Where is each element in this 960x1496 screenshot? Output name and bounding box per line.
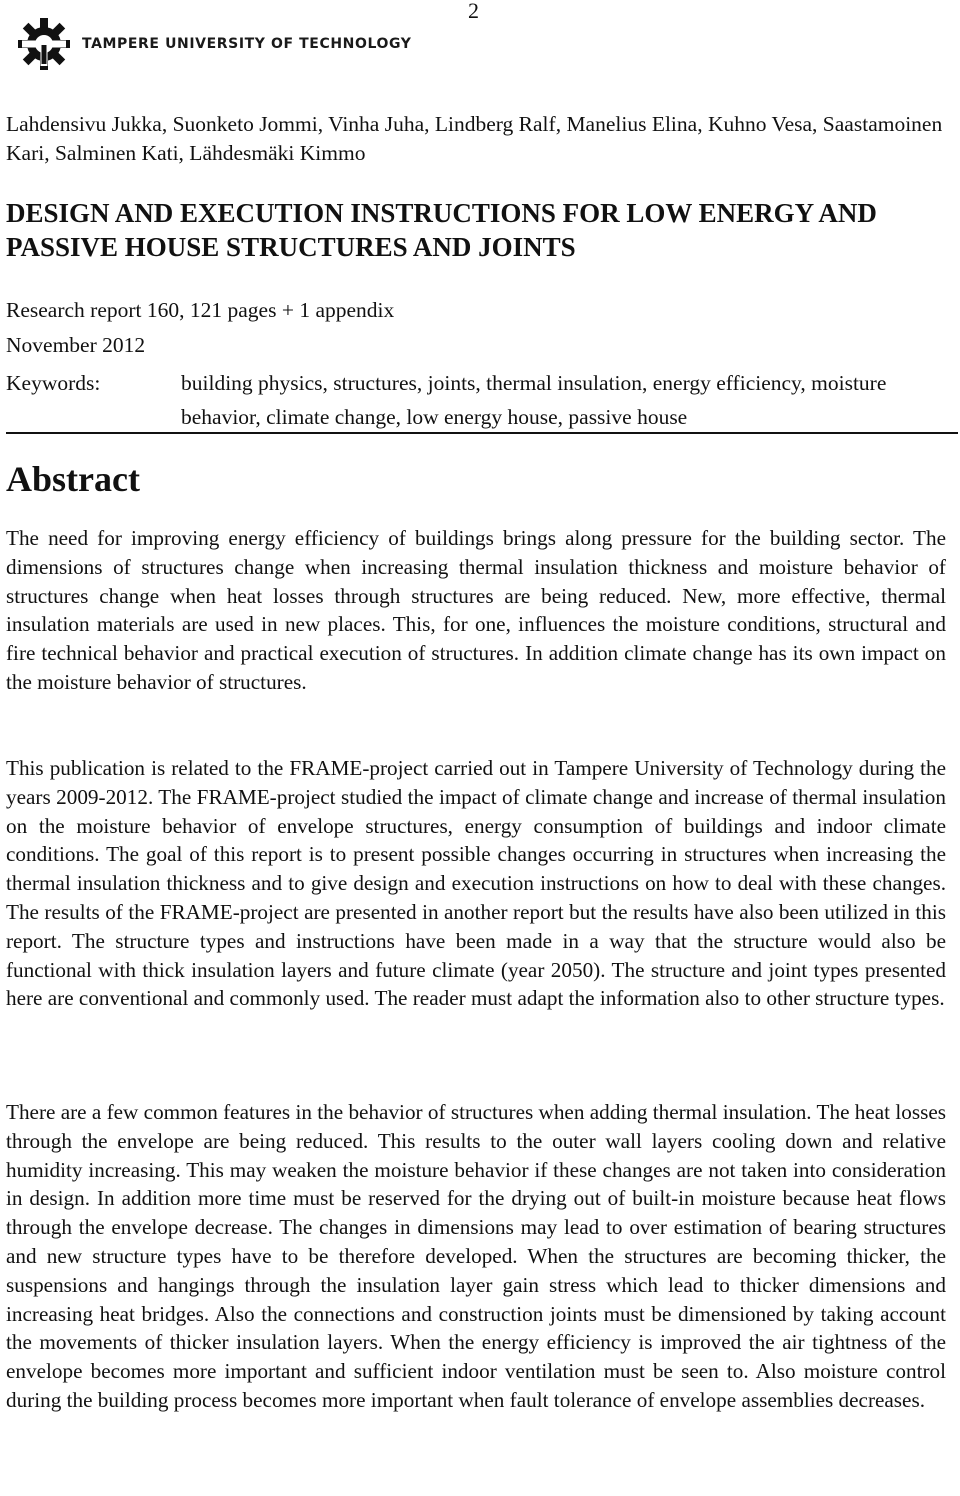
gear-cog-icon [16, 16, 72, 72]
keywords-values: building physics, structures, joints, thermal insulation, energy efficiency, moisture behavior, climate change, low energy house, passive house [181, 371, 887, 429]
keywords-label: Keywords: [6, 371, 101, 395]
publication-date: November 2012 [6, 333, 146, 357]
report-info: Research report 160, 121 pages + 1 appendix [6, 298, 395, 322]
abstract-heading: Abstract [6, 459, 140, 499]
report-title: DESIGN AND EXECUTION INSTRUCTIONS FOR LOW ENERGY AND PASSIVE HOUSE STRUCTURES AND JOINTS [6, 198, 877, 262]
university-logo [16, 16, 412, 72]
abstract-paragraph: There are a few common features in the behavior of structures when adding thermal insulation. The heat losses through the envelope are being reduced. This results to the outer wall layers cooling down and relative humidity increasing. This may weaken the moisture behavior if these changes are not taken into consideration in design. In addition more time must be reserved for the drying out of built-in moisture because heat flows through the envelope decrease. The changes in dimensions may lead to over estimation of bearing structures and new structure types have to be therefore developed. When the structures are becoming thicker, the suspensions and hangings through the insulation layer gain stress which lead to thicker dimensions and increasing heat bridges. Also the connections and construction joints must be dimensioned by taking account the movements of thicker insulation layers. When the energy efficiency is improved the air tightness of the envelope becomes more important and sufficient indoor ventilation must be seen to. Also moisture control during the building process becomes more important when fault tolerance of envelope assemblies decreases. [6, 1100, 946, 1412]
page-number: 2 [468, 0, 479, 23]
university-name: TAMPERE UNIVERSITY OF TECHNOLOGY [82, 36, 412, 52]
author-list: Lahdensivu Jukka, Suonketo Jommi, Vinha Juha, Lindberg Ralf, Manelius Elina, Kuhno Vesa, Saastamoinen Kari, Salminen Kati, Lähdesmäki Kimmo [6, 112, 943, 165]
section-divider [6, 432, 958, 434]
abstract-paragraph: The need for improving energy efficiency of buildings brings along pressure for the building sector. The dimensions of structures change when increasing thermal insulation thickness and moisture behavior of structures change when heat losses through structures are being reduced. New, more effective, thermal insulation materials are used in new places. This, for one, influences the moisture conditions, structural and fire technical behavior and practical execution of structures. In addition climate change has its own impact on the moisture behavior of structures. [6, 526, 946, 694]
abstract-paragraph: This publication is related to the FRAME-project carried out in Tampere University of Technology during the years 2009-2012. The FRAME-project studied the impact of climate change and increase of thermal insulation on the moisture behavior of envelope structures, energy consumption of buildings and indoor climate conditions. The goal of this report is to present possible changes occurring in structures when increasing the thermal insulation thickness and to give design and execution instructions on how to deal with these changes. The results of the FRAME-project are presented in another report but the results have also been utilized in this report. The structure types and instructions have been made in a way that the structure would also be functional with thick insulation layers and future climate (year 2050). The structure and joint types presented here are conventional and commonly used. The reader must adapt the information also to other structure types. [6, 756, 946, 1011]
